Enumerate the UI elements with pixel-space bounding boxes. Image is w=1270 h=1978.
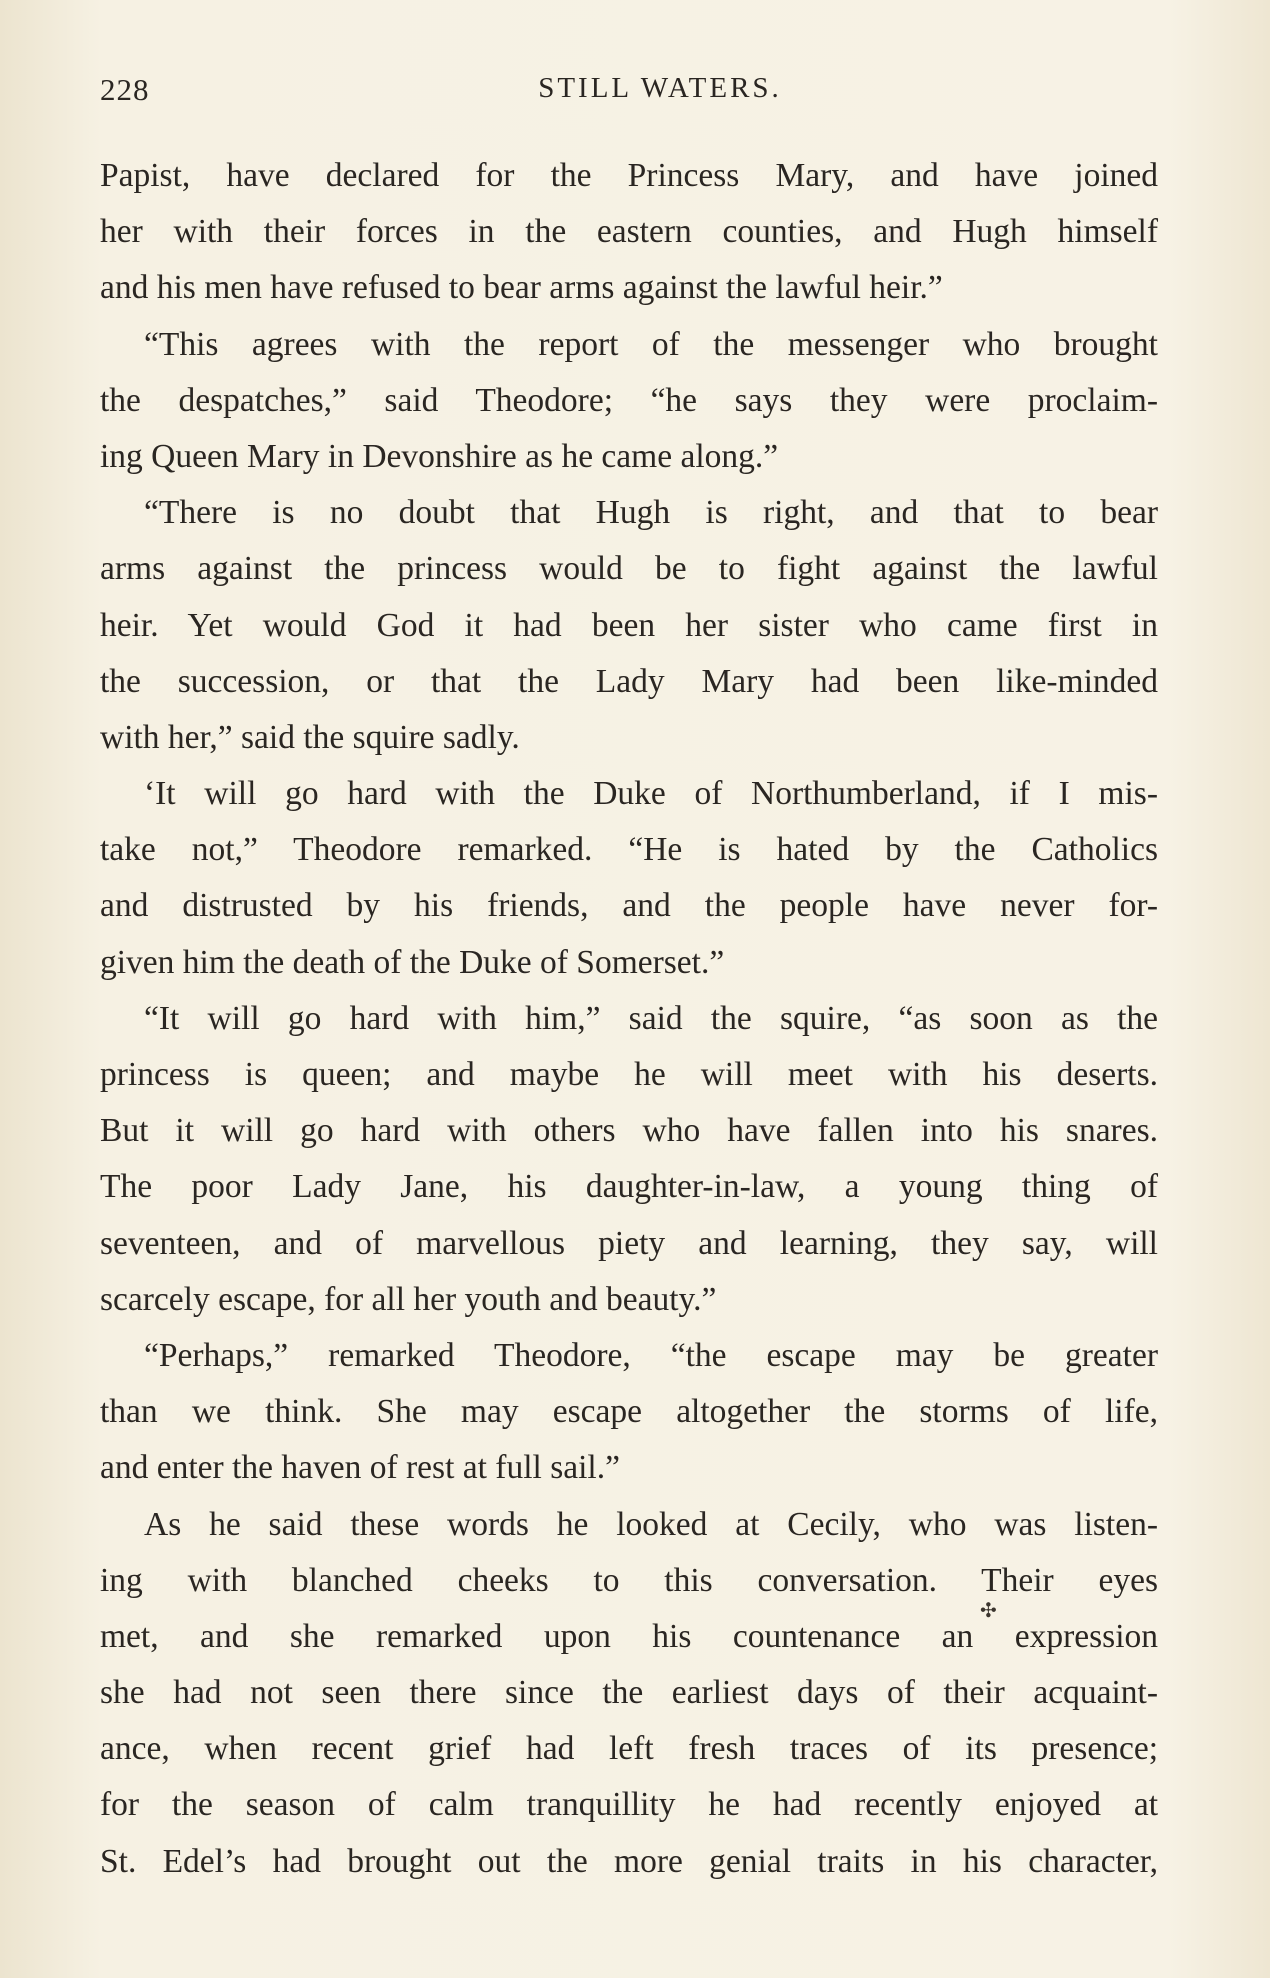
text-line: take not,” Theodore remarked. “He is hated by the Catholics	[100, 831, 1158, 869]
text-line: the despatches,” said Theodore; “he says they were proclaim-	[100, 381, 1158, 419]
text-line: than we think. She may escape altogether the storms of life,	[100, 1393, 1158, 1431]
body-text	[100, 148, 1158, 1890]
text-line: ‘It will go hard with the Duke of Northumberland, if I mis-	[144, 775, 1158, 813]
text-line: arms against the princess would be to fight against the lawful	[100, 550, 1158, 588]
text-line: and enter the haven of rest at full sail.”	[100, 1449, 620, 1487]
text-line: “This agrees with the report of the messenger who brought	[144, 325, 1158, 363]
text-line: and distrusted by his friends, and the people have never for-	[100, 887, 1158, 925]
text-line: ing with blanched cheeks to this conversation. Their eyes	[100, 1561, 1158, 1599]
text-line: princess is queen; and maybe he will meet with his deserts.	[100, 1056, 1158, 1093]
text-line: heir. Yet would God it had been her sister who came first in	[100, 606, 1158, 644]
text-line: for the season of calm tranquillity he had recently enjoyed at	[100, 1786, 1158, 1824]
text-line: But it will go hard with others who have fallen into his snares.	[100, 1112, 1158, 1150]
text-line: As he said these words he looked at Cecily, who was listen-	[144, 1505, 1158, 1543]
text-line: “It will go hard with him,” said the squire, “as soon as the	[144, 999, 1158, 1037]
printer-mark-icon: ✣	[980, 1600, 997, 1622]
text-line: scarcely escape, for all her youth and beauty.”	[100, 1280, 717, 1318]
page-number: 228	[100, 72, 150, 107]
text-line: seventeen, and of marvellous piety and learning, they say, will	[100, 1224, 1158, 1262]
text-line: she had not seen there since the earliest days of their acquaint-	[100, 1674, 1158, 1712]
text-line: the succession, or that the Lady Mary had been like-minded	[100, 662, 1158, 700]
text-line: ance, when recent grief had left fresh traces of its presence;	[100, 1730, 1158, 1768]
text-line: St. Edel’s had brought out the more genial traits in his character,	[100, 1842, 1158, 1880]
running-head	[100, 72, 1160, 116]
text-line: “Perhaps,” remarked Theodore, “the escape may be greater	[144, 1336, 1158, 1374]
text-line: her with their forces in the eastern counties, and Hugh himself	[100, 213, 1158, 251]
text-line: “There is no doubt that Hugh is right, and that to bear	[144, 494, 1158, 532]
text-line: ing Queen Mary in Devonshire as he came along.”	[100, 437, 779, 475]
text-line: with her,” said the squire sadly.	[100, 718, 520, 756]
text-line: met, and she remarked upon his countenance an expression	[100, 1617, 1158, 1655]
text-line: given him the death of the Duke of Somerset.”	[100, 943, 725, 981]
text-line: and his men have refused to bear arms against the lawful heir.”	[100, 269, 943, 307]
text-line: Papist, have declared for the Princess Mary, and have joined	[100, 157, 1158, 194]
running-title: STILL WATERS.	[538, 72, 782, 104]
text-line: The poor Lady Jane, his daughter-in-law, a young thing of	[100, 1168, 1158, 1206]
